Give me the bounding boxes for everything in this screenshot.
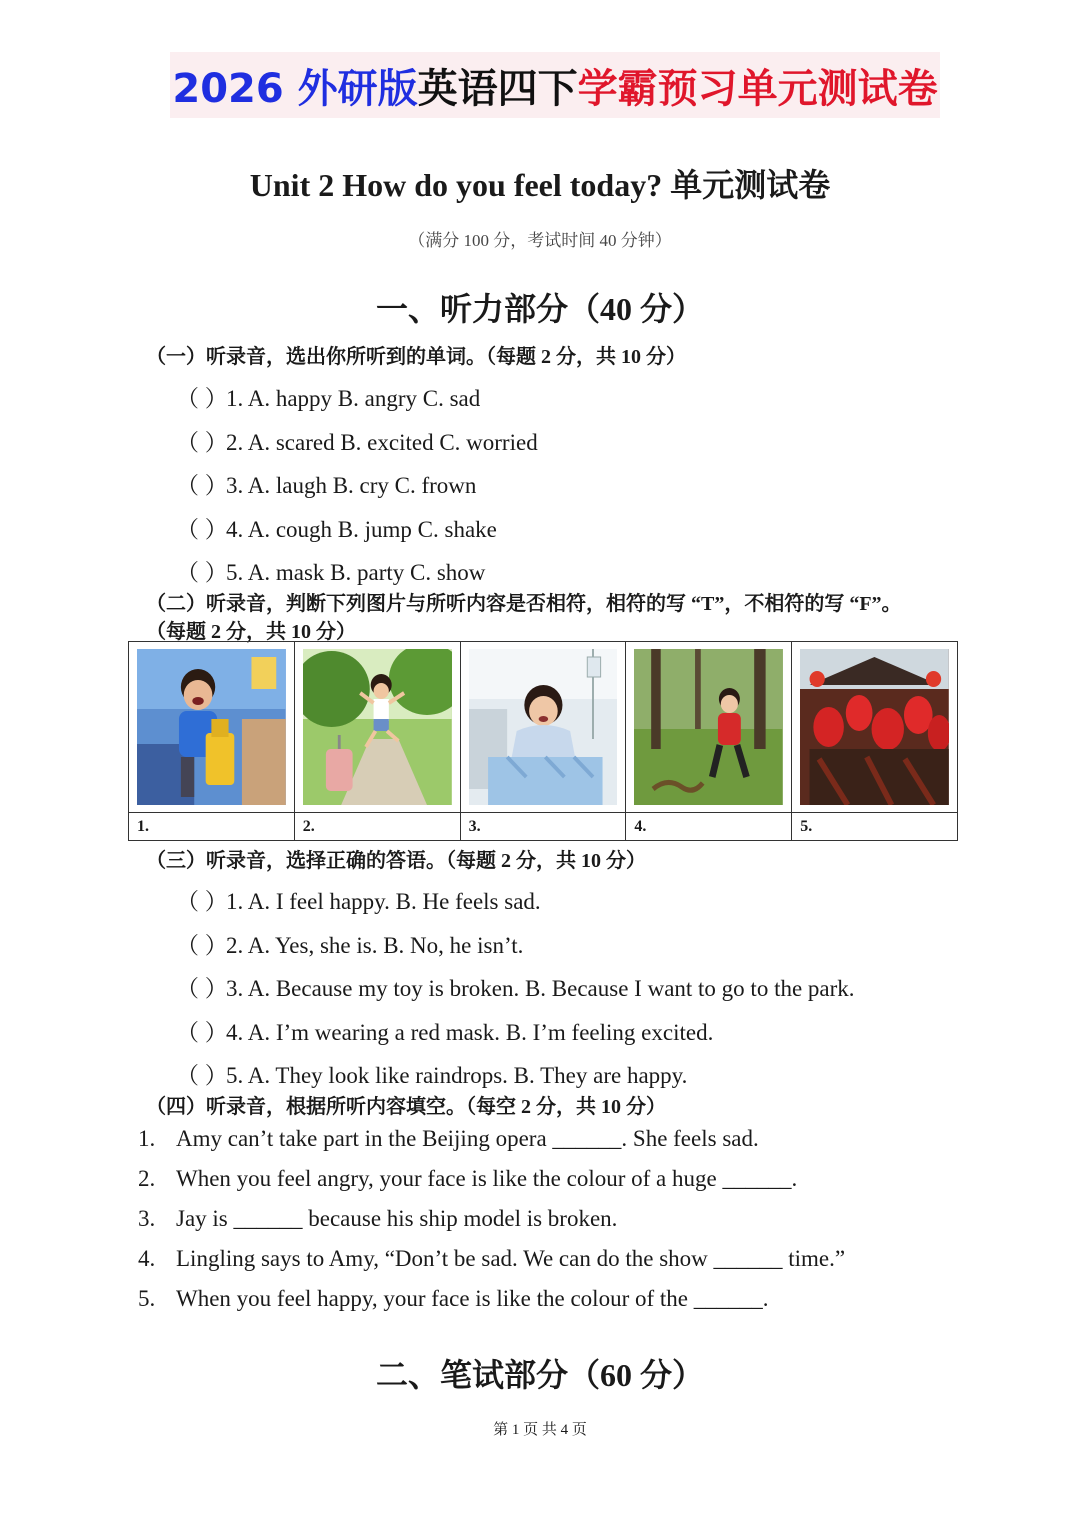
item-number: 2. xyxy=(138,1166,156,1191)
fill-blank-item xyxy=(138,1126,759,1152)
question-text: 4. A. I’m wearing a red mask. B. I’m feeling excited. xyxy=(226,1020,714,1045)
angry-boy-robot-photo xyxy=(137,649,286,805)
sick-girl-crying-bed-photo xyxy=(469,649,618,805)
picture-table xyxy=(128,641,958,841)
answer-paren[interactable]: （ ） xyxy=(176,889,228,914)
answer-paren[interactable]: （ ） xyxy=(176,976,228,1001)
question-text: 4. A. cough B. jump C. shake xyxy=(226,517,497,542)
picture-cell xyxy=(129,642,295,840)
item-number: 4. xyxy=(138,1246,156,1271)
boy-scared-snake-photo xyxy=(634,649,783,805)
answer-paren[interactable]: （ ） xyxy=(176,933,228,958)
page-title: Unit 2 How do you feel today? 单元测试卷 xyxy=(249,167,831,203)
question-item xyxy=(176,554,485,587)
question-text: 3. A. laugh B. cry C. frown xyxy=(226,473,477,498)
banner-subject: 英语四下 xyxy=(417,65,578,112)
answer-paren[interactable]: （ ） xyxy=(176,430,228,455)
picture-cell xyxy=(461,642,627,840)
question-item xyxy=(176,1057,687,1090)
answer-paren[interactable]: （ ） xyxy=(176,1063,228,1088)
picture-cell xyxy=(295,642,461,840)
banner-test-name: 学霸预习单元测试卷 xyxy=(577,65,938,112)
section-listening-heading: 一、听力部分（40 分） xyxy=(375,291,704,327)
part2-heading-line1: （二）听录音，判断下列图片与所听内容是否相符，相符的写 “T”，不相符的写 “F”。 xyxy=(146,593,902,615)
fill-blank-item xyxy=(138,1166,797,1192)
question-item xyxy=(176,883,541,916)
answer-paren[interactable]: （ ） xyxy=(176,473,228,498)
fill-blank-item xyxy=(138,1286,769,1312)
question-item xyxy=(176,424,538,457)
picture-label: 2. xyxy=(295,812,460,840)
answer-paren[interactable]: （ ） xyxy=(176,1020,228,1045)
question-item xyxy=(176,927,523,960)
question-text: 1. A. happy B. angry C. sad xyxy=(226,386,481,411)
girl-jumping-suitcase-photo xyxy=(303,649,452,805)
question-text: 1. A. I feel happy. B. He feels sad. xyxy=(226,889,541,914)
question-text: 5. A. They look like raindrops. B. They are happy. xyxy=(226,1063,688,1088)
fill-blank-item xyxy=(138,1206,617,1232)
question-text: 5. A. mask B. party C. show xyxy=(226,560,486,585)
question-item xyxy=(176,511,497,544)
question-item xyxy=(176,1014,713,1047)
picture-cell xyxy=(792,642,957,840)
answer-paren[interactable]: （ ） xyxy=(176,386,228,411)
answer-paren[interactable]: （ ） xyxy=(176,517,228,542)
fill-blank-text[interactable]: When you feel angry, your face is like the colour of a huge ______. xyxy=(176,1166,798,1191)
part4-heading: （四）听录音，根据所听内容填空。（每空 2 分，共 10 分） xyxy=(146,1096,666,1118)
picture-cell xyxy=(626,642,792,840)
question-item xyxy=(176,970,855,1003)
fill-blank-text[interactable]: Jay is ______ because his ship model is broken. xyxy=(176,1206,618,1231)
question-text: 2. A. Yes, she is. B. No, he isn’t. xyxy=(226,933,524,958)
item-number: 3. xyxy=(138,1206,156,1231)
picture-label: 4. xyxy=(626,812,791,840)
item-number: 1. xyxy=(138,1126,156,1151)
question-text: 2. A. scared B. excited C. worried xyxy=(226,430,538,455)
question-text: 3. A. Because my toy is broken. B. Because I want to go to the park. xyxy=(226,976,855,1001)
picture-label: 3. xyxy=(461,812,626,840)
part1-heading: （一）听录音，选出你所听到的单词。（每题 2 分，共 10 分） xyxy=(146,346,686,368)
score-time-info: （满分 100 分，考试时间 40 分钟） xyxy=(408,231,672,250)
banner-year-edition: 2026 外研版 xyxy=(172,65,418,112)
fill-blank-item xyxy=(138,1246,845,1272)
fill-blank-text[interactable]: Amy can’t take part in the Beijing opera ______. She feels sad. xyxy=(176,1126,759,1151)
question-item xyxy=(176,467,476,500)
header-banner xyxy=(170,52,940,118)
picture-label: 5. xyxy=(792,812,957,840)
beijing-opera-masks-photo xyxy=(800,649,949,805)
section-writing-heading: 二、笔试部分（60 分） xyxy=(375,1357,704,1393)
part3-heading: （三）听录音，选择正确的答语。（每题 2 分，共 10 分） xyxy=(146,850,646,872)
picture-label: 1. xyxy=(129,812,294,840)
question-item xyxy=(176,380,480,413)
page-number: 第 1 页 共 4 页 xyxy=(493,1422,587,1438)
answer-paren[interactable]: （ ） xyxy=(176,560,228,585)
fill-blank-text[interactable]: When you feel happy, your face is like the colour of the ______. xyxy=(176,1286,769,1311)
fill-blank-text[interactable]: Lingling says to Amy, “Don’t be sad. We can do the show ______ time.” xyxy=(176,1246,846,1271)
part2-heading-line2: （每题 2 分，共 10 分） xyxy=(146,621,356,643)
item-number: 5. xyxy=(138,1286,156,1311)
